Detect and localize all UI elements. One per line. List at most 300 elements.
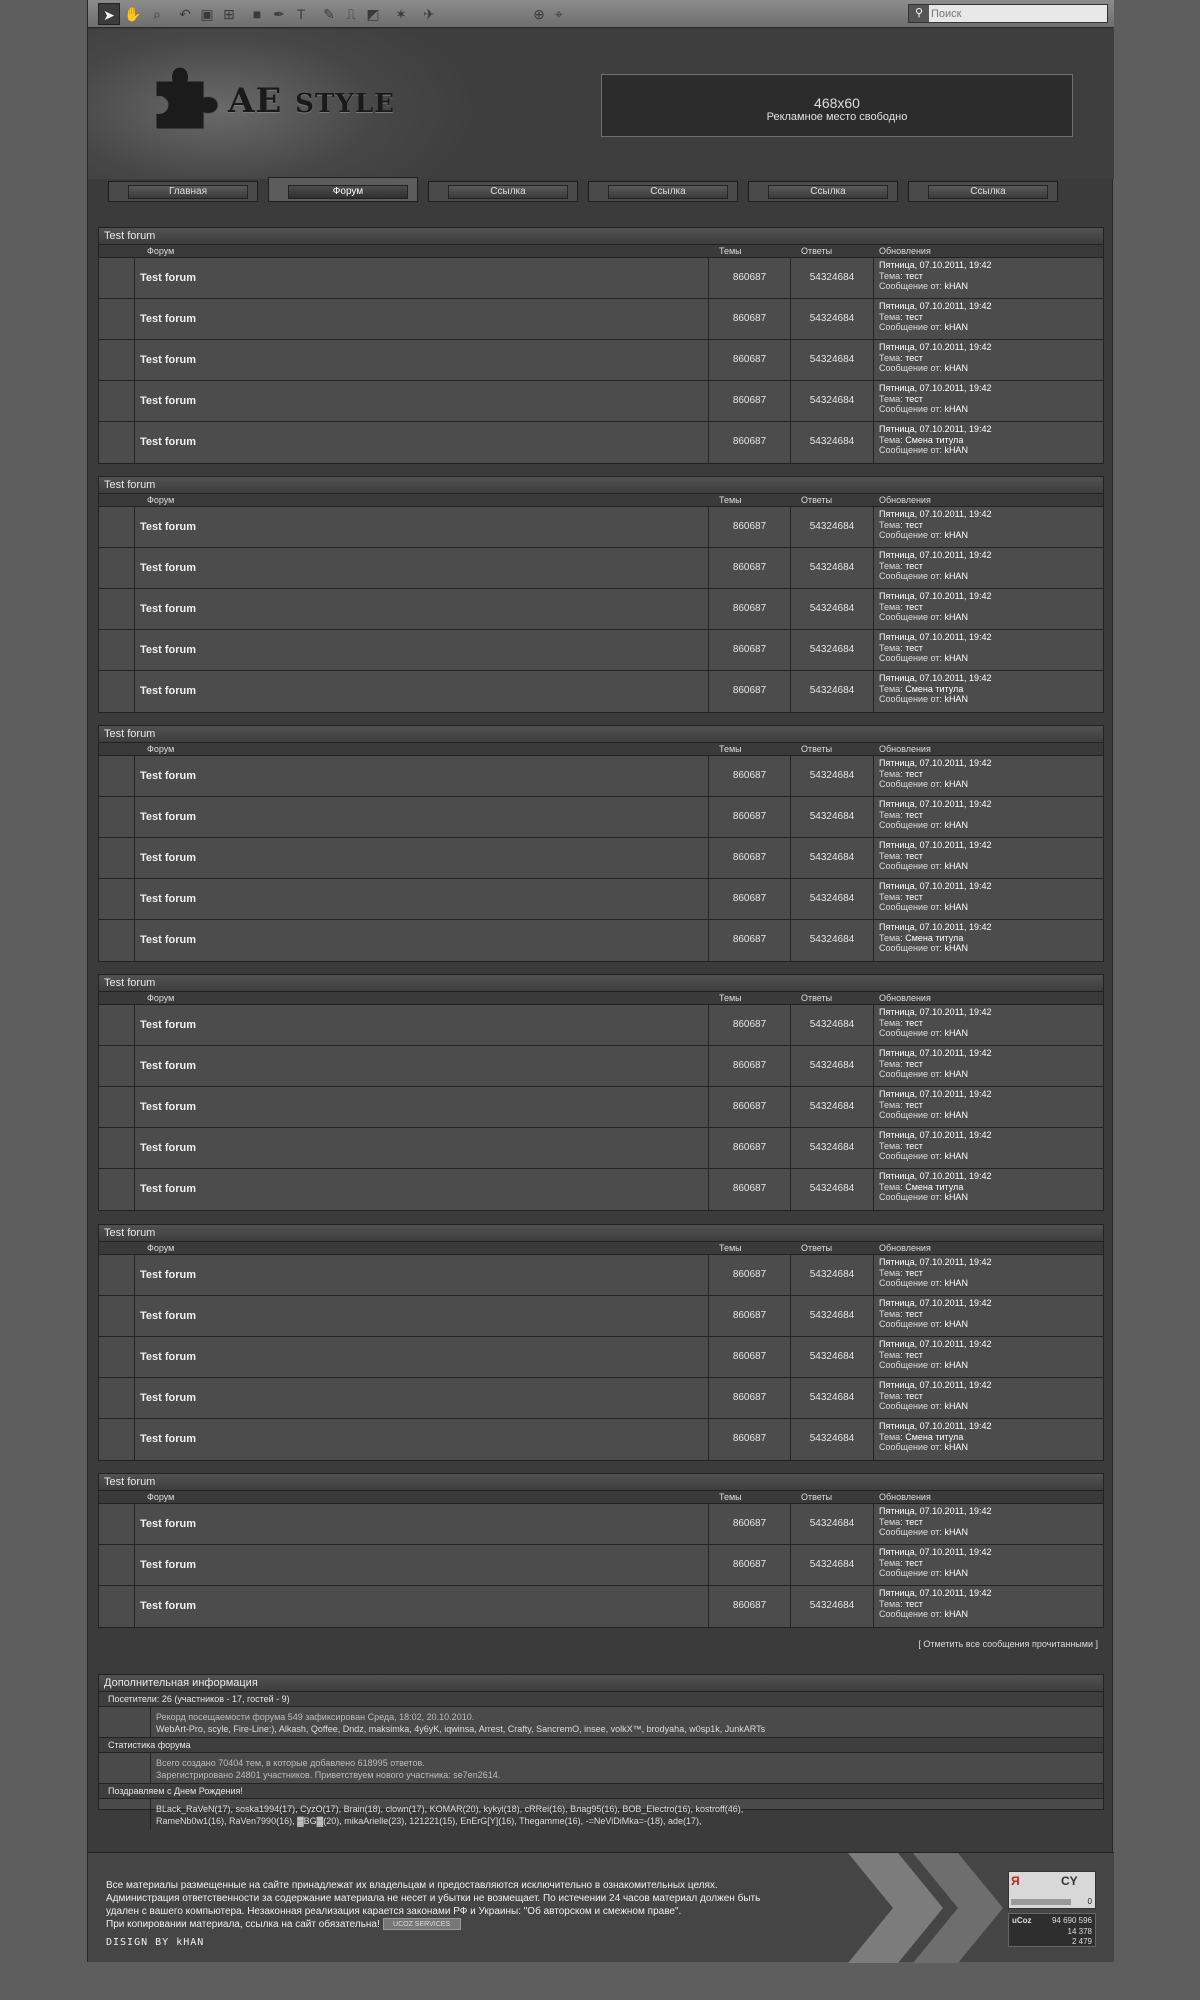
eraser-tool-icon[interactable]: ◩ — [366, 6, 380, 22]
author-label: Сообщение от: — [879, 1401, 942, 1411]
topics-count: 860687 — [732, 1019, 767, 1030]
author-label: Сообщение от: — [879, 1609, 942, 1619]
nav-item-3[interactable] — [588, 181, 738, 202]
forum-name-link[interactable]: Test forum — [140, 1269, 197, 1281]
nav-item-label[interactable]: Ссылка — [768, 185, 888, 199]
topics-count: 860687 — [732, 1433, 767, 1444]
table-header — [99, 245, 1103, 258]
last-post-date: Пятница, 07.10.2011, 19:42 — [879, 758, 992, 768]
last-post-date: Пятница, 07.10.2011, 19:42 — [879, 799, 992, 809]
topic-label: Тема: — [879, 1140, 903, 1151]
search-box[interactable] — [908, 4, 1108, 23]
nav-item-label[interactable]: Форум — [288, 185, 408, 199]
last-post-date: Пятница, 07.10.2011, 19:42 — [879, 591, 992, 601]
disclaimer-line-1: Все материалы размещенные на сайте принадлежат их владельцам и предоставляются исключительно в ознакомительных целях. — [106, 1880, 718, 1891]
forum-status-icon — [99, 340, 135, 380]
author-label: Сообщение от: — [879, 1568, 942, 1578]
replies-count: 54324684 — [809, 272, 855, 283]
topic-label: Тема: — [879, 1598, 903, 1609]
col-topics: Темы — [719, 993, 742, 1003]
topics-count: 860687 — [732, 1310, 767, 1321]
last-post-date: Пятница, 07.10.2011, 19:42 — [879, 840, 992, 850]
last-topic-link[interactable]: тест — [905, 1017, 923, 1028]
page-container — [87, 0, 1113, 1962]
category-title[interactable]: Test forum — [99, 1474, 1103, 1491]
last-post-date: Пятница, 07.10.2011, 19:42 — [879, 1380, 992, 1390]
topic-label: Тема: — [879, 1267, 903, 1278]
forum-name-link[interactable]: Test forum — [140, 1310, 197, 1322]
col-updates: Обновления — [879, 744, 931, 754]
category-title[interactable]: Test forum — [99, 228, 1103, 245]
forum-category — [98, 476, 1104, 713]
forum-name-link[interactable]: Test forum — [140, 436, 197, 448]
col-forum: Форум — [147, 744, 175, 754]
nav-item-0[interactable] — [108, 181, 258, 202]
forum-status-icon — [99, 1255, 135, 1295]
author-label: Сообщение от: — [879, 1278, 942, 1288]
birthday-list-2[interactable]: RameNb0w1(16), RaVen7990(16), ▓BG▓(20), mikaArielle(23), 121221(15), EnErG[Y](16), Thegamme(16), -=NeViDiMka=-(18), ade(17), — [156, 1816, 702, 1826]
topic-label: Тема: — [879, 1308, 903, 1319]
category-title[interactable]: Test forum — [99, 477, 1103, 494]
forum-name-link[interactable]: Test forum — [140, 354, 197, 366]
last-topic-link[interactable]: тест — [905, 809, 923, 820]
table-header — [99, 1491, 1103, 1504]
forum-status-icon — [99, 1378, 135, 1418]
topics-count: 860687 — [732, 272, 767, 283]
forum-status-icon — [99, 589, 135, 629]
ad-banner-placeholder[interactable] — [601, 74, 1073, 137]
author-label: Сообщение от: — [879, 779, 942, 789]
last-author-link[interactable]: kHAN — [944, 861, 968, 871]
topics-count: 860687 — [732, 562, 767, 573]
last-topic-link[interactable]: тест — [905, 560, 923, 571]
replies-count: 54324684 — [809, 1142, 855, 1153]
yandex-logo-icon: Я — [1011, 1874, 1020, 1888]
author-label: Сообщение от: — [879, 612, 942, 622]
author-label: Сообщение от: — [879, 445, 942, 455]
logo-sub-text: STYLE — [295, 89, 395, 119]
roto-brush-tool-icon[interactable]: ✶ — [395, 6, 407, 22]
author-label: Сообщение от: — [879, 1110, 942, 1120]
table-header — [99, 1242, 1103, 1255]
forum-name-link[interactable]: Test forum — [140, 1559, 197, 1571]
topic-label: Тема: — [879, 270, 903, 281]
forum-name-link[interactable]: Test forum — [140, 521, 197, 533]
last-post-date: Пятница, 07.10.2011, 19:42 — [879, 424, 992, 434]
disclaimer — [106, 1879, 866, 1931]
last-author-link[interactable]: kHAN — [944, 612, 968, 622]
zoom-tool-icon[interactable]: ⌕ — [153, 6, 161, 22]
nav-item-4[interactable] — [748, 181, 898, 202]
forum-name-link[interactable]: Test forum — [140, 770, 197, 782]
author-label: Сообщение от: — [879, 530, 942, 540]
table-row — [99, 1005, 1103, 1046]
last-post-date: Пятница, 07.10.2011, 19:42 — [879, 1171, 992, 1181]
search-input[interactable] — [931, 5, 1101, 22]
forum-status-icon — [99, 1128, 135, 1168]
puppet-pin-tool-icon[interactable]: ✈ — [423, 6, 435, 22]
ad-size-label: 468x60 — [814, 95, 860, 111]
topics-count: 860687 — [732, 685, 767, 696]
last-author-link[interactable]: kHAN — [944, 1401, 968, 1411]
forum-name-link[interactable]: Test forum — [140, 1392, 197, 1404]
author-label: Сообщение от: — [879, 861, 942, 871]
last-topic-link[interactable]: тест — [905, 393, 923, 404]
nav-item-label[interactable]: Ссылка — [448, 185, 568, 199]
cy-label: CY — [1061, 1874, 1078, 1888]
author-label: Сообщение от: — [879, 404, 942, 414]
last-post-date: Пятница, 07.10.2011, 19:42 — [879, 1421, 992, 1431]
last-author-link[interactable]: kHAN — [944, 1028, 968, 1038]
table-row — [99, 1087, 1103, 1128]
last-post-date: Пятница, 07.10.2011, 19:42 — [879, 1506, 992, 1516]
forum-status-icon — [99, 1087, 135, 1127]
table-row — [99, 548, 1103, 589]
last-author-link[interactable]: kHAN — [944, 694, 968, 704]
author-label: Сообщение от: — [879, 943, 942, 953]
replies-count: 54324684 — [809, 852, 855, 863]
table-row — [99, 1378, 1103, 1419]
last-author-link[interactable]: kHAN — [944, 1319, 968, 1329]
forum-status-icon — [99, 507, 135, 547]
search-icon[interactable]: ⚲ — [909, 5, 929, 22]
topic-label: Тема: — [879, 1058, 903, 1069]
col-replies: Ответы — [801, 495, 833, 505]
last-topic-link[interactable]: тест — [905, 601, 923, 612]
last-topic-link[interactable]: тест — [905, 1140, 923, 1151]
replies-count: 54324684 — [809, 1183, 855, 1194]
last-author-link[interactable]: kHAN — [944, 1192, 968, 1202]
text-tool-icon[interactable]: T — [296, 6, 306, 22]
birthday-list-1[interactable]: BLack_RaVeN(17), soska1994(17), CyzO(17), Brain(18), clown(17), KOMAR(20), kykyi(18), cRRei(16), Bлag95(16), BOB_Electro(16), kostroff(46), — [156, 1804, 744, 1814]
forum-status-icon — [99, 422, 135, 463]
last-topic-link[interactable]: тест — [905, 1267, 923, 1278]
stats-topics: Всего создано 70404 тем, в которые добавлено 618995 ответов. — [156, 1758, 425, 1768]
author-label: Сообщение от: — [879, 820, 942, 830]
last-topic-link[interactable]: тест — [905, 1557, 923, 1568]
author-label: Сообщение от: — [879, 1192, 942, 1202]
last-author-link[interactable]: kHAN — [944, 404, 968, 414]
replies-count: 54324684 — [809, 1019, 855, 1030]
last-author-link[interactable]: kHAN — [944, 653, 968, 663]
last-topic-link[interactable]: Смена титула — [905, 932, 964, 943]
replies-count: 54324684 — [809, 1392, 855, 1403]
last-topic-link[interactable]: тест — [905, 1390, 923, 1401]
forum-name-link[interactable]: Test forum — [140, 1433, 197, 1445]
table-header — [99, 494, 1103, 507]
last-topic-link[interactable]: тест — [905, 352, 923, 363]
forum-name-link[interactable]: Test forum — [140, 1142, 197, 1154]
forum-status-icon — [99, 258, 135, 298]
col-replies: Ответы — [801, 993, 833, 1003]
nav-item-label[interactable]: Ссылка — [928, 185, 1048, 199]
ucoz-services-button[interactable]: UCOZ SERVICES — [383, 1918, 461, 1930]
topic-label: Тема: — [879, 850, 903, 861]
stats-members: Зарегистрировано 24801 участников. Приветствуем нового участника: se7en2614. — [156, 1770, 501, 1780]
last-topic-link[interactable]: тест — [905, 1099, 923, 1110]
replies-count: 54324684 — [809, 934, 855, 945]
author-label: Сообщение от: — [879, 694, 942, 704]
col-forum: Форум — [147, 246, 175, 256]
last-author-link[interactable]: kHAN — [944, 1110, 968, 1120]
topic-label: Тема: — [879, 1516, 903, 1527]
replies-count: 54324684 — [809, 644, 855, 655]
chevron-decoration-icon — [843, 1853, 1023, 1963]
rotate-tool-icon[interactable]: ↶ — [179, 6, 191, 22]
forum-name-link[interactable]: Test forum — [140, 562, 197, 574]
birthday-icon-cell — [99, 1799, 151, 1830]
brush-tool-icon[interactable]: ✎ — [323, 6, 335, 22]
forum-status-icon — [99, 1545, 135, 1585]
last-topic-link[interactable]: тест — [905, 642, 923, 653]
info-title: Дополнительная информация — [99, 1675, 1103, 1692]
forum-status-icon — [99, 299, 135, 339]
rectangle-tool-icon[interactable]: ■ — [252, 6, 262, 22]
nav-item-5[interactable] — [908, 181, 1058, 202]
topic-label: Тема: — [879, 601, 903, 612]
forum-name-link[interactable]: Test forum — [140, 1518, 197, 1530]
last-topic-link[interactable]: Смена титула — [905, 434, 964, 445]
topic-label: Тема: — [879, 393, 903, 404]
last-topic-link[interactable]: тест — [905, 270, 923, 281]
last-author-link[interactable]: kHAN — [944, 571, 968, 581]
visit-record: Рекорд посещаемости форума 549 зафиксирован Среда, 18:02, 20.10.2010. — [156, 1712, 475, 1722]
last-topic-link[interactable]: Смена титула — [905, 1431, 964, 1442]
col-forum: Форум — [147, 495, 175, 505]
last-author-link[interactable]: kHAN — [944, 1609, 968, 1619]
table-row — [99, 340, 1103, 381]
table-row — [99, 589, 1103, 630]
table-row — [99, 1296, 1103, 1337]
forum-status-icon — [99, 1504, 135, 1544]
topic-label: Тема: — [879, 768, 903, 779]
last-topic-link[interactable]: тест — [905, 1516, 923, 1527]
forum-name-link[interactable]: Test forum — [140, 811, 197, 823]
last-author-link[interactable]: kHAN — [944, 1442, 968, 1452]
author-label: Сообщение от: — [879, 363, 942, 373]
online-icon-cell — [99, 1707, 151, 1737]
author-label: Сообщение от: — [879, 902, 942, 912]
last-author-link[interactable]: kHAN — [944, 530, 968, 540]
snapping-icon[interactable]: ⊕ — [533, 6, 545, 22]
replies-count: 54324684 — [809, 1269, 855, 1280]
last-topic-link[interactable]: тест — [905, 1058, 923, 1069]
last-author-link[interactable]: kHAN — [944, 1527, 968, 1537]
topic-label: Тема: — [879, 891, 903, 902]
last-author-link[interactable]: kHAN — [944, 943, 968, 953]
last-post-date: Пятница, 07.10.2011, 19:42 — [879, 1588, 992, 1598]
mark-all-read-link[interactable]: [ Отметить все сообщения прочитанными ] — [918, 1639, 1098, 1649]
disclaimer-line-4: При копировании материала, ссылка на сайт обязательна! — [106, 1919, 380, 1930]
last-post-date: Пятница, 07.10.2011, 19:42 — [879, 509, 992, 519]
camera-tool-icon[interactable]: ▣ — [200, 6, 214, 22]
replies-count: 54324684 — [809, 436, 855, 447]
table-row — [99, 507, 1103, 548]
forum-name-link[interactable]: Test forum — [140, 1019, 197, 1031]
col-topics: Темы — [719, 495, 742, 505]
nav-item-2[interactable] — [428, 181, 578, 202]
online-users-list[interactable]: WebArt-Pro, scyle, Fire-Line:), Alkash, Qoffee, Dndz, maksimka, 4y6yK, iqwinsa, Arrest, Crafty, SancremO, insee, volkX™, brodyaha, w0sp1k, JunkARTs — [156, 1724, 766, 1734]
puzzle-logo-icon — [148, 61, 220, 133]
clone-stamp-tool-icon[interactable]: ⎍ — [346, 6, 356, 22]
forum-name-link[interactable]: Test forum — [140, 1183, 197, 1195]
topics-count: 860687 — [732, 521, 767, 532]
nav-item-label[interactable]: Главная — [128, 185, 248, 199]
yandex-cy-counter[interactable] — [1008, 1871, 1096, 1909]
forum-name-link[interactable]: Test forum — [140, 1351, 197, 1363]
topic-label: Тема: — [879, 932, 903, 943]
last-topic-link[interactable]: тест — [905, 311, 923, 322]
replies-count: 54324684 — [809, 893, 855, 904]
site-footer — [88, 1852, 1114, 1962]
table-row — [99, 1128, 1103, 1169]
author-label: Сообщение от: — [879, 1151, 942, 1161]
author-label: Сообщение от: — [879, 571, 942, 581]
col-forum: Форум — [147, 1243, 175, 1253]
category-title[interactable]: Test forum — [99, 975, 1103, 992]
last-author-link[interactable]: kHAN — [944, 1278, 968, 1288]
forum-name-link[interactable]: Test forum — [140, 1101, 197, 1113]
forum-category — [98, 1473, 1104, 1628]
table-row — [99, 299, 1103, 340]
topics-count: 860687 — [732, 1101, 767, 1112]
last-topic-link[interactable]: тест — [905, 850, 923, 861]
last-topic-link[interactable]: тест — [905, 519, 923, 530]
last-author-link[interactable]: kHAN — [944, 281, 968, 291]
replies-count: 54324684 — [809, 1351, 855, 1362]
forum-status-icon — [99, 1337, 135, 1377]
forum-name-link[interactable]: Test forum — [140, 893, 197, 905]
last-post-date: Пятница, 07.10.2011, 19:42 — [879, 1048, 992, 1058]
forum-name-link[interactable]: Test forum — [140, 1060, 197, 1072]
forum-name-link[interactable]: Test forum — [140, 852, 197, 864]
last-topic-link[interactable]: тест — [905, 1598, 923, 1609]
topics-count: 860687 — [732, 436, 767, 447]
pan-behind-tool-icon[interactable]: ⊞ — [223, 6, 235, 22]
forum-name-link[interactable]: Test forum — [140, 603, 197, 615]
last-topic-link[interactable]: тест — [905, 1349, 923, 1360]
last-topic-link[interactable]: тест — [905, 768, 923, 779]
table-row — [99, 630, 1103, 671]
replies-count: 54324684 — [809, 521, 855, 532]
stats-section — [99, 1753, 1103, 1784]
pen-tool-icon[interactable]: ✒ — [273, 6, 285, 22]
last-author-link[interactable]: kHAN — [944, 1151, 968, 1161]
topics-count: 860687 — [732, 313, 767, 324]
forum-name-link[interactable]: Test forum — [140, 313, 197, 325]
col-updates: Обновления — [879, 1492, 931, 1502]
last-author-link[interactable]: kHAN — [944, 322, 968, 332]
forum-name-link[interactable]: Test forum — [140, 644, 197, 656]
last-author-link[interactable]: kHAN — [944, 1360, 968, 1370]
axis-mode-icon[interactable]: ⌖ — [555, 6, 563, 22]
table-header — [99, 992, 1103, 1005]
topics-count: 860687 — [732, 893, 767, 904]
author-label: Сообщение от: — [879, 1069, 942, 1079]
table-row — [99, 1419, 1103, 1460]
category-title[interactable]: Test forum — [99, 1225, 1103, 1242]
author-label: Сообщение от: — [879, 1527, 942, 1537]
category-title[interactable]: Test forum — [99, 726, 1103, 743]
topic-label: Тема: — [879, 1349, 903, 1360]
topic-label: Тема: — [879, 1557, 903, 1568]
ucoz-brand: uCoz — [1012, 1916, 1032, 1925]
topics-count: 860687 — [732, 644, 767, 655]
table-row — [99, 756, 1103, 797]
forum-status-icon — [99, 1419, 135, 1460]
replies-count: 54324684 — [809, 562, 855, 573]
last-post-date: Пятница, 07.10.2011, 19:42 — [879, 301, 992, 311]
forum-status-icon — [99, 879, 135, 919]
main-nav — [88, 181, 1114, 202]
table-row — [99, 422, 1103, 463]
replies-count: 54324684 — [809, 395, 855, 406]
topics-count: 860687 — [732, 603, 767, 614]
last-author-link[interactable]: kHAN — [944, 1069, 968, 1079]
nav-item-label[interactable]: Ссылка — [608, 185, 728, 199]
forum-category — [98, 725, 1104, 962]
last-post-date: Пятница, 07.10.2011, 19:42 — [879, 1089, 992, 1099]
ucoz-stats-counter[interactable] — [1008, 1913, 1096, 1947]
last-topic-link[interactable]: тест — [905, 891, 923, 902]
last-author-link[interactable]: kHAN — [944, 779, 968, 789]
disclaimer-line-3: удален с вашего компьютера. Незаконная реализация карается законами РФ и Украины: "Об авторском и смежном праве". — [106, 1906, 682, 1917]
last-topic-link[interactable]: тест — [905, 1308, 923, 1319]
nav-item-1[interactable] — [268, 181, 418, 202]
topics-count: 860687 — [732, 811, 767, 822]
col-topics: Темы — [719, 1492, 742, 1502]
forum-name-link[interactable]: Test forum — [140, 685, 197, 697]
last-author-link[interactable]: kHAN — [944, 902, 968, 912]
col-replies: Ответы — [801, 744, 833, 754]
hand-tool-icon[interactable]: ✋ — [124, 6, 142, 22]
topics-count: 860687 — [732, 852, 767, 863]
topic-label: Тема: — [879, 642, 903, 653]
col-updates: Обновления — [879, 1243, 931, 1253]
last-author-link[interactable]: kHAN — [944, 1568, 968, 1578]
forum-name-link[interactable]: Test forum — [140, 272, 197, 284]
last-author-link[interactable]: kHAN — [944, 820, 968, 830]
last-topic-link[interactable]: Смена титула — [905, 1181, 964, 1192]
col-replies: Ответы — [801, 1243, 833, 1253]
author-label: Сообщение от: — [879, 1028, 942, 1038]
last-topic-link[interactable]: Смена титула — [905, 683, 964, 694]
last-author-link[interactable]: kHAN — [944, 445, 968, 455]
forum-name-link[interactable]: Test forum — [140, 934, 197, 946]
forum-status-icon — [99, 838, 135, 878]
forum-name-link[interactable]: Test forum — [140, 1600, 197, 1612]
topic-label: Тема: — [879, 560, 903, 571]
forum-name-link[interactable]: Test forum — [140, 395, 197, 407]
ad-message: Рекламное место свободно — [766, 111, 908, 123]
site-logo[interactable] — [228, 81, 395, 121]
table-row — [99, 1545, 1103, 1586]
author-label: Сообщение от: — [879, 1319, 942, 1329]
col-replies: Ответы — [801, 246, 833, 256]
table-row — [99, 797, 1103, 838]
last-post-date: Пятница, 07.10.2011, 19:42 — [879, 1130, 992, 1140]
forum-status-icon — [99, 797, 135, 837]
forum-status-icon — [99, 1046, 135, 1086]
last-post-date: Пятница, 07.10.2011, 19:42 — [879, 260, 992, 270]
table-row — [99, 381, 1103, 422]
last-author-link[interactable]: kHAN — [944, 363, 968, 373]
author-label: Сообщение от: — [879, 322, 942, 332]
topics-count: 860687 — [732, 1392, 767, 1403]
topic-label: Тема: — [879, 352, 903, 363]
pointer-tool-icon[interactable]: ➤ — [98, 3, 120, 25]
replies-count: 54324684 — [809, 1559, 855, 1570]
